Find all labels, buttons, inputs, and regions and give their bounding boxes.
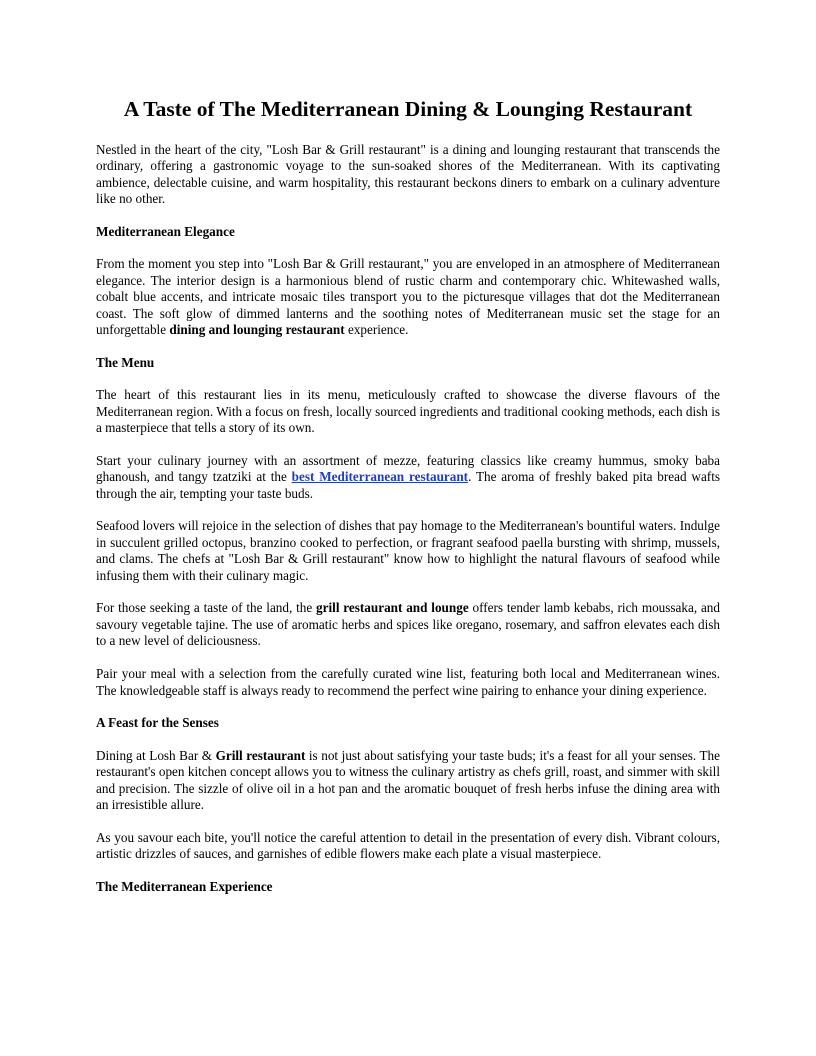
menu-p2-text-end: . The aroma of freshly baked pita bread wafts through the air, tempting your taste buds. <box>96 469 720 501</box>
intro-paragraph: Nestled in the heart of the city, "Losh Bar & Grill restaurant" is a dining and lounging restaurant that transcends the ordinary, offering a gastronomic voyage to the sun-soaked shores of the Mediterranean. With its captivating ambience, delectable cuisine, and warm hospitality, this restaurant beckons diners to embark on a culinary adventure like no other. <box>96 142 720 207</box>
feast-paragraph-1 <box>96 748 720 814</box>
menu-paragraph-1: The heart of this restaurant lies in its menu, meticulously crafted to showcase the diverse flavours of the Mediterranean region. With a focus on fresh, locally sourced ingredients and traditional cooking methods, each dish is a masterpiece that tells a story of its own. <box>96 387 720 436</box>
menu-paragraph-3: Seafood lovers will rejoice in the selection of dishes that pay homage to the Mediterranean's bountiful waters. Indulge in succulent grilled octopus, branzino cooked to perfection, or fragrant seafood paella bursting with shrimp, mussels, and clams. The chefs at "Losh Bar & Grill restaurant" know how to highlight the natural flavours of seafood while infusing them with their culinary magic. <box>96 518 720 583</box>
best-mediterranean-restaurant-link[interactable]: best Mediterranean restaurant <box>291 469 469 485</box>
menu-p2-text-start: Start your culinary journey with an assortment of mezze, featuring classics like creamy hummus, smoky baba ghanoush, and tangy tzatziki at the <box>96 452 720 485</box>
document-title: A Taste of The Mediterranean Dining & Lounging Restaurant <box>123 97 693 121</box>
menu-paragraph-2 <box>96 453 720 502</box>
menu-paragraph-4 <box>96 600 720 649</box>
heading-mediterranean-experience: The Mediterranean Experience <box>96 878 273 894</box>
heading-feast-for-the-senses: A Feast for the Senses <box>96 715 219 731</box>
menu-p4-text-start: For those seeking a taste of the land, the <box>96 600 317 616</box>
elegance-text-start: From the moment you step into "Losh Bar & Grill restaurant," you are enveloped in an atmosphere of Mediterranean elegance. The interior design is a harmonious blend of rustic charm and contemporary chic. Whitewashed walls, cobalt blue accents, and intricate mosaic tiles transport you to the picturesque villages that dot the Mediterranean coast. The soft glow of dimmed lanterns and the soothing notes of Mediterranean music set the stage for an unforgettable <box>96 256 720 338</box>
elegance-text-end: experience. <box>344 322 409 338</box>
heading-the-menu: The Menu <box>96 354 155 370</box>
heading-mediterranean-elegance: Mediterranean Elegance <box>96 224 235 240</box>
elegance-bold-phrase: dining and lounging restaurant <box>169 322 345 338</box>
document-page <box>96 84 720 911</box>
feast-p1-text-start: Dining at Losh Bar & <box>96 747 216 763</box>
menu-p4-text-end: offers tender lamb kebabs, rich moussaka, and savoury vegetable tajine. The use of aromatic herbs and spices like oregano, rosemary, and saffron elevates each dish to a new level of deliciousness. <box>96 600 720 649</box>
elegance-paragraph <box>96 256 720 338</box>
menu-p4-bold-phrase: grill restaurant and lounge <box>316 600 469 616</box>
feast-p1-bold-phrase: Grill restaurant <box>215 747 306 763</box>
feast-paragraph-2: As you savour each bite, you'll notice the careful attention to detail in the presentation of every dish. Vibrant colours, artistic drizzles of sauces, and garnishes of edible flowers make each plate a visual masterpiece. <box>96 829 720 862</box>
menu-paragraph-5: Pair your meal with a selection from the carefully curated wine list, featuring both local and Mediterranean wines. The knowledgeable staff is always ready to recommend the perfect wine pairing to enhance your dining experience. <box>96 666 720 698</box>
feast-p1-text-end: is not just about satisfying your taste buds; it's a feast for all your senses. The restaurant's open kitchen concept allows you to witness the culinary artistry as chefs grill, roast, and simmer with skill and precision. The sizzle of olive oil in a hot pan and the aromatic bouquet of fresh herbs infuse the dining area with an irresistible allure. <box>96 747 720 812</box>
